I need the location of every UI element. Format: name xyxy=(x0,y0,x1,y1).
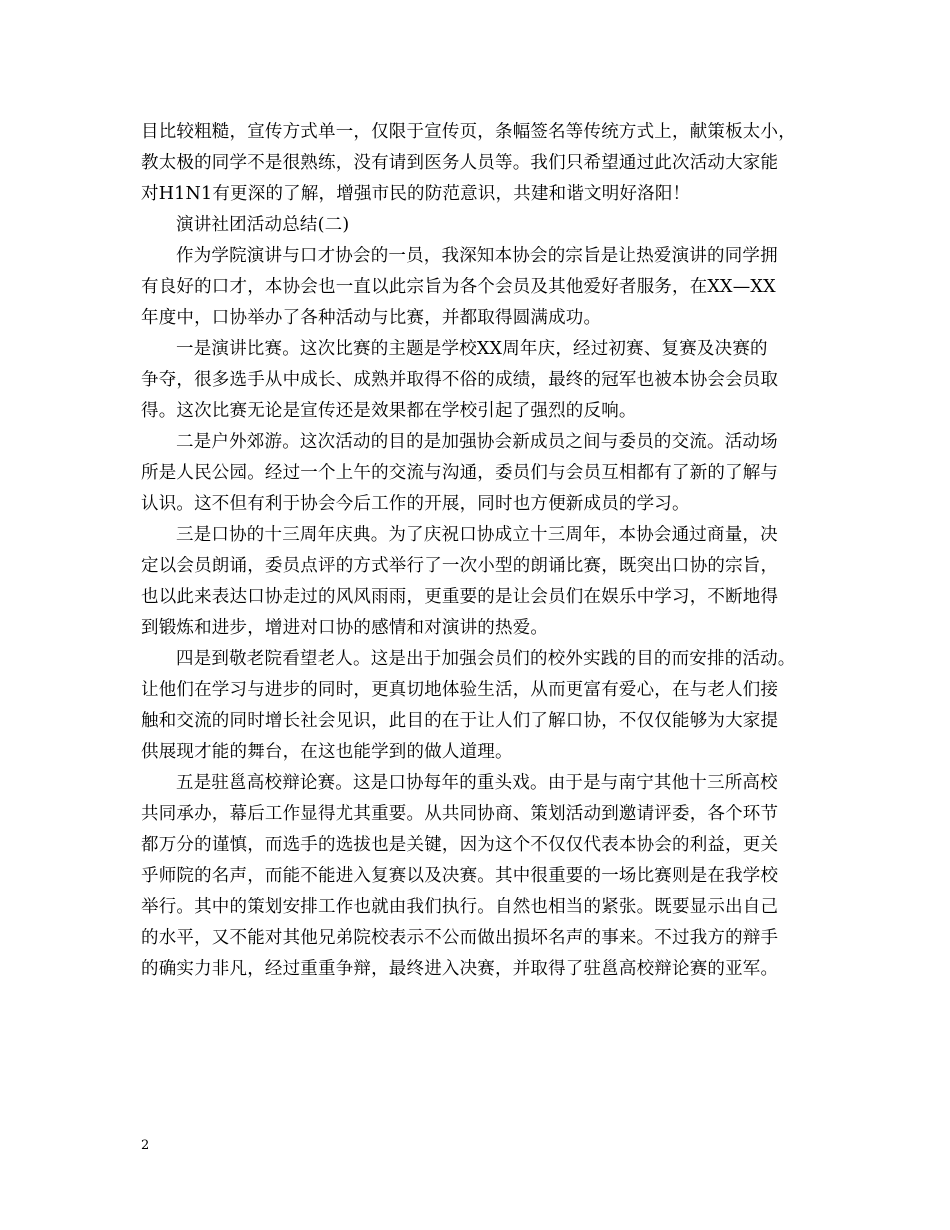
text-line: 认识。这不但有利于协会今后工作的开展，同时也方便新成员的学习。 xyxy=(141,494,690,514)
text-line: 触和交流的同时增长社会见识，此目的在于让人们了解口协，不仅仅能够为大家提 xyxy=(141,711,779,731)
text-line: 三是口协的十三周年庆典。为了庆祝口协成立十三周年，本协会通过商量，决 xyxy=(176,525,778,545)
text-line: 四是到敬老院看望老人。这是出于加强会员们的校外实践的目的而安排的活动。 xyxy=(176,649,796,669)
text-line: 目比较粗糙，宣传方式单一，仅限于宣传页，条幅签名等传统方式上，献策板太小， xyxy=(141,122,796,142)
text-line: 五是驻邕高校辩论赛。这是口协每年的重头戏。由于是与南宁其他十三所高校 xyxy=(176,773,778,793)
text-line: 举行。其中的策划安排工作也就由我们执行。自然也相当的紧张。既要显示出自己 xyxy=(141,897,779,917)
text-line: 争夺，很多选手从中成长、成熟并取得不俗的成绩，最终的冠军也被本协会会员取 xyxy=(141,370,779,390)
text-line: 所是人民公园。经过一个上午的交流与沟通，委员们与会员互相都有了新的了解与 xyxy=(141,463,779,483)
paragraph xyxy=(141,644,821,768)
text-line: 让他们在学习与进步的同时，更真切地体验生活，从而更富有爱心，在与老人们接 xyxy=(141,680,779,700)
text-line: 供展现才能的舞台，在这也能学到的做人道理。 xyxy=(141,742,513,762)
paragraph xyxy=(141,117,821,210)
text-line: 也以此来表达口协走过的风风雨雨，更重要的是让会员们在娱乐中学习，不断地得 xyxy=(141,587,779,607)
text-line: 演讲社团活动总结(二) xyxy=(176,215,350,235)
document-body xyxy=(141,117,821,985)
text-line: 都万分的谨慎，而选手的选拔也是关键，因为这个不仅仅代表本协会的利益，更关 xyxy=(141,835,779,855)
paragraph xyxy=(141,334,821,427)
paragraph xyxy=(141,768,821,985)
text-line: 定以会员朗诵，委员点评的方式举行了一次小型的朗诵比赛，既突出口协的宗旨， xyxy=(141,556,779,576)
text-line: 乎师院的名声，而能不能进入复赛以及决赛。其中很重要的一场比赛则是在我学校 xyxy=(141,866,779,886)
text-line: 到锻炼和进步，增进对口协的感情和对演讲的热爱。 xyxy=(141,618,549,638)
paragraph xyxy=(141,520,821,644)
text-line: 对H1N1有更深的了解，增强市民的防范意识，共建和谐文明好洛阳！ xyxy=(141,184,691,204)
text-line: 二是户外郊游。这次活动的目的是加强协会新成员之间与委员的交流。活动场 xyxy=(176,432,778,452)
text-line: 一是演讲比赛。这次比赛的主题是学校XX周年庆，经过初赛、复赛及决赛的 xyxy=(176,339,768,359)
text-line: 的确实力非凡，经过重重争辩，最终进入决赛，并取得了驻邕高校辩论赛的亚军。 xyxy=(141,959,779,979)
text-line: 年度中，口协举办了各种活动与比赛，并都取得圆满成功。 xyxy=(141,308,602,328)
text-line: 得。这次比赛无论是宣传还是效果都在学校引起了强烈的反响。 xyxy=(141,401,637,421)
text-line: 的水平，又不能对其他兄弟院校表示不公而做出损坏名声的事来。不过我方的辩手 xyxy=(141,928,779,948)
page-number: 2 xyxy=(141,1138,150,1153)
text-line: 作为学院演讲与口才协会的一员，我深知本协会的宗旨是让热爱演讲的同学拥 xyxy=(176,246,778,266)
paragraph xyxy=(141,427,821,520)
text-line: 共同承办，幕后工作显得尤其重要。从共同协商、策划活动到邀请评委，各个环节 xyxy=(141,804,779,824)
paragraph xyxy=(141,241,821,334)
text-line: 教太极的同学不是很熟练，没有请到医务人员等。我们只希望通过此次活动大家能 xyxy=(141,153,779,173)
paragraph xyxy=(141,210,821,241)
text-line: 有良好的口才，本协会也一直以此宗旨为各个会员及其他爱好者服务，在XX—XX xyxy=(141,277,776,297)
